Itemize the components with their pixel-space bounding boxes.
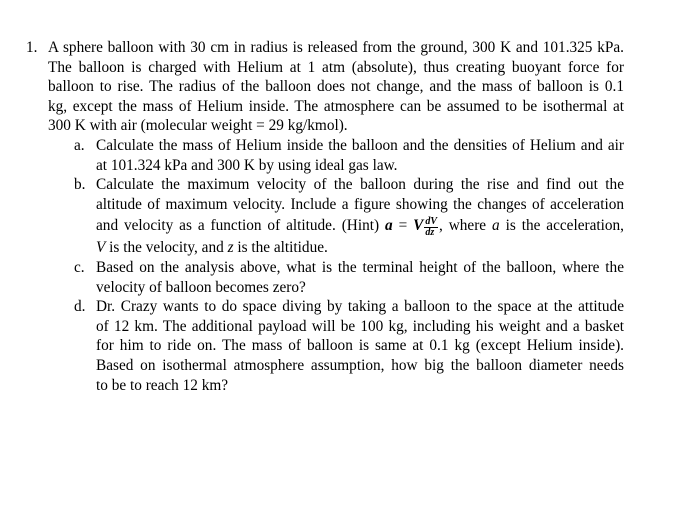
var-a: a xyxy=(385,217,393,235)
fraction-numerator: dV xyxy=(425,216,437,228)
part-letter: b. xyxy=(74,176,86,194)
problem-line: The balloon is charged with Helium at 1 atm (absolute), thus creating buoyant force for xyxy=(48,58,624,76)
hint-text: and velocity as a function of altitude. (Hint) xyxy=(96,217,385,235)
part-c xyxy=(0,258,692,297)
altitude-text: is the altitidue. xyxy=(233,239,328,257)
part-a xyxy=(0,136,692,175)
part-d xyxy=(0,297,692,395)
part-line: velocity of balloon becomes zero? xyxy=(96,278,306,296)
part-line xyxy=(96,238,624,258)
part-line: Calculate the mass of Helium inside the balloon and the densities of Helium and air xyxy=(96,137,624,154)
part-line: altitude of maximum velocity. Include a figure showing the changes of acceleration xyxy=(96,195,624,213)
var-v-italic: V xyxy=(96,239,106,257)
equals-sign: = xyxy=(392,217,414,235)
part-line: for him to ride on. The mass of balloon is same at 0.1 kg (except Helium inside). xyxy=(96,337,624,355)
var-a-italic: a xyxy=(492,217,500,235)
fraction-denominator: dz xyxy=(425,227,435,239)
problem-number: 1. xyxy=(26,39,38,56)
part-line: to be to reach 12 km? xyxy=(96,376,229,394)
part-letter: d. xyxy=(74,298,86,316)
problem-line: 300 K with air (molecular weight = 29 kg/kmol). xyxy=(48,117,348,135)
problem-line: kg, except the mass of Helium inside. The atmosphere can be assumed to be isothermal at xyxy=(48,97,624,115)
var-z-italic: z xyxy=(227,239,234,257)
part-line: Based on isothermal atmosphere assumption, how big the balloon diameter needs xyxy=(96,356,624,374)
part-line: at 101.324 kPa and 300 K by using ideal gas law. xyxy=(96,156,398,174)
part-line: of 12 km. The additional payload will be 100 kg, including his weight and a basket xyxy=(96,317,624,335)
dv-dz-fraction xyxy=(424,217,438,238)
problem-statement xyxy=(48,38,624,136)
var-v: V xyxy=(413,217,424,235)
problem-line: balloon to rise. The radius of the balloon does not change, and the mass of balloon is 0.1 xyxy=(48,78,624,96)
part-line: Calculate the maximum velocity of the balloon during the rise and find out the xyxy=(96,176,624,194)
hint-text-where: , where xyxy=(438,217,493,235)
part-b xyxy=(0,175,692,258)
part-line: Dr. Crazy wants to do space diving by taking a balloon to the space at the attitude xyxy=(96,298,624,316)
part-letter: a. xyxy=(74,137,85,154)
hint-line xyxy=(96,214,624,238)
sub-questions xyxy=(0,136,692,395)
problem-line: A sphere balloon with 30 cm in radius is released from the ground, 300 K and 101.325 kPa. xyxy=(48,39,624,56)
part-letter: c. xyxy=(74,258,85,276)
part-line: Based on the analysis above, what is the terminal height of the balloon, where the xyxy=(96,258,624,276)
velocity-text: is the velocity, and xyxy=(105,239,228,257)
hint-text-accel: is the acceleration, xyxy=(499,217,624,235)
